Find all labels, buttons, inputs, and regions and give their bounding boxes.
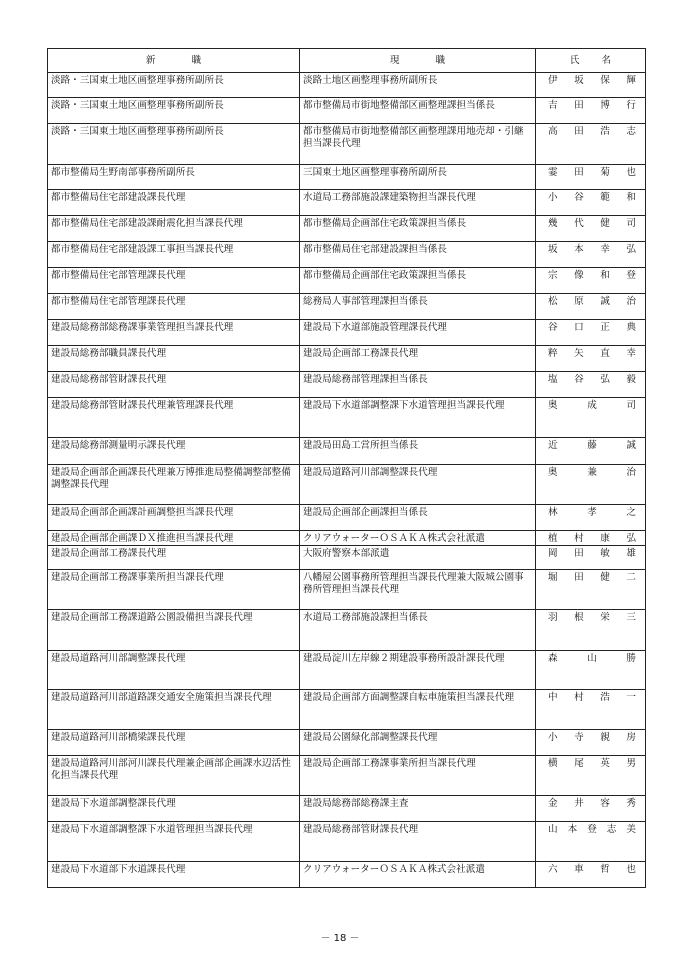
person-name: 森 山 勝	[548, 653, 636, 664]
name-cell	[536, 505, 646, 531]
person-name: 松 原 誠 治	[548, 296, 636, 307]
new-position-cell: 建設局道路河川部河川課長代理兼企画部企画課水辺活性化担当課長代理	[48, 756, 300, 796]
new-position-cell: 建設局下水道部調整課下水道管理担当課長代理	[48, 822, 300, 862]
current-position-cell: クリアウォーターＯＳＡＫＡ株式会社派遣	[300, 531, 536, 546]
new-position-cell: 都市整備局住宅部管理課長代理	[48, 268, 300, 294]
person-name: 粹 矢 直 幸	[548, 348, 636, 359]
name-cell	[536, 242, 646, 268]
table-header-row	[48, 49, 646, 73]
new-position-cell: 都市整備局生野南部事務所副所長	[48, 165, 300, 190]
name-cell	[536, 73, 646, 98]
table-row	[48, 570, 646, 610]
new-position-cell: 建設局企画部工務課事業所担当課長代理	[48, 570, 300, 610]
name-cell	[536, 98, 646, 124]
current-position-cell: 都市整備局住宅部建設課担当係長	[300, 242, 536, 268]
table-row	[48, 98, 646, 124]
person-name: 吉 田 博 行	[548, 100, 636, 111]
header-new-position: 新職	[48, 49, 300, 73]
current-position-cell: 建設局総務部管理課担当係長	[300, 372, 536, 398]
table-row	[48, 216, 646, 242]
current-position-cell: 建設局企画部工務課長代理	[300, 346, 536, 372]
new-position-cell: 建設局総務部管財課長代理	[48, 372, 300, 398]
current-position-cell: クリアウォーターＯＳＡＫＡ株式会社派遣	[300, 862, 536, 888]
current-position-cell: 三国東土地区画整理事務所副所長	[300, 165, 536, 190]
current-position-cell: 大阪府警察本部派遣	[300, 546, 536, 570]
table-row	[48, 531, 646, 546]
new-position-cell: 淡路・三国東土地区画整理事務所副所長	[48, 98, 300, 124]
person-name: 幾 代 健 司	[548, 218, 636, 229]
header-current-position: 現職	[300, 49, 536, 73]
person-name: 奥 兼 治	[548, 467, 636, 478]
new-position-cell: 建設局企画部企画課長代理兼万博推進局整備調整部整備調整課長代理	[48, 465, 300, 505]
table-row	[48, 465, 646, 505]
person-name: 林 孝 之	[548, 507, 636, 518]
person-name: 羽 根 栄 三	[548, 612, 636, 623]
current-position-cell: 水道局工務部施設課建築物担当課長代理	[300, 190, 536, 216]
person-name: 霎 田 菊 也	[548, 167, 636, 178]
table-row	[48, 124, 646, 165]
table-row	[48, 862, 646, 888]
name-cell	[536, 610, 646, 651]
new-position-cell: 建設局企画部企画課ＤＸ推進担当課長代理	[48, 531, 300, 546]
table-row	[48, 398, 646, 438]
person-name: 中 村 浩 一	[548, 692, 636, 703]
name-cell	[536, 465, 646, 505]
new-position-cell: 都市整備局住宅部建設課長代理	[48, 190, 300, 216]
new-position-cell: 建設局企画部工務課道路公園設備担当課長代理	[48, 610, 300, 651]
name-cell	[536, 165, 646, 190]
table-row	[48, 730, 646, 756]
name-cell	[536, 372, 646, 398]
current-position-cell: 建設局総務部管財課長代理	[300, 822, 536, 862]
header-name: 氏名	[536, 49, 646, 73]
name-cell	[536, 124, 646, 165]
person-name: 小 谷 範 和	[548, 192, 636, 203]
person-name: 堀 田 健 二	[548, 572, 636, 583]
table-row	[48, 822, 646, 862]
name-cell	[536, 570, 646, 610]
person-name: 六 車 哲 也	[548, 864, 636, 875]
person-name: 塩 谷 弘 毅	[548, 374, 636, 385]
page-number: － 18 －	[320, 933, 360, 944]
table-body	[48, 73, 646, 888]
person-name: 宗 像 和 登	[548, 270, 636, 281]
new-position-cell: 建設局総務部測量明示課長代理	[48, 438, 300, 465]
name-cell	[536, 796, 646, 822]
current-position-cell: 建設局企画部企画課担当係長	[300, 505, 536, 531]
table-row	[48, 796, 646, 822]
name-cell	[536, 216, 646, 242]
new-position-cell: 建設局下水道部調整課長代理	[48, 796, 300, 822]
current-position-cell: 建設局淀川左岸線２期建設事務所設計課長代理	[300, 651, 536, 690]
person-name: 横 尾 英 男	[548, 758, 636, 769]
table-row	[48, 372, 646, 398]
new-position-cell: 建設局道路河川部橋梁課長代理	[48, 730, 300, 756]
new-position-cell: 建設局道路河川部道路課交通安全施策担当課長代理	[48, 690, 300, 730]
name-cell	[536, 690, 646, 730]
person-name: 高 田 浩 志	[548, 126, 636, 137]
current-position-cell: 都市整備局企画部住宅政策課担当係長	[300, 216, 536, 242]
person-name: 伊 坂 保 輝	[548, 75, 636, 86]
table-row	[48, 756, 646, 796]
current-position-cell: 建設局企画部工務課事業所担当課長代理	[300, 756, 536, 796]
new-position-cell: 建設局総務部総務課事業管理担当課長代理	[48, 320, 300, 346]
current-position-cell: 建設局田島工営所担当係長	[300, 438, 536, 465]
name-cell	[536, 651, 646, 690]
new-position-cell: 建設局企画部企画課計画調整担当課長代理	[48, 505, 300, 531]
name-cell	[536, 862, 646, 888]
name-cell	[536, 268, 646, 294]
current-position-cell: 建設局総務部総務課主査	[300, 796, 536, 822]
current-position-cell: 建設局公園緑化部調整課長代理	[300, 730, 536, 756]
table-row	[48, 320, 646, 346]
current-position-cell: 建設局下水道部施設管理課長代理	[300, 320, 536, 346]
person-name: 小 寺 親 房	[548, 732, 636, 743]
table-row	[48, 651, 646, 690]
current-position-cell: 総務局人事部管理課担当係長	[300, 294, 536, 320]
current-position-cell: 淡路土地区画整理事務所副所長	[300, 73, 536, 98]
new-position-cell: 建設局道路河川部調整課長代理	[48, 651, 300, 690]
new-position-cell: 都市整備局住宅部管理課長代理	[48, 294, 300, 320]
new-position-cell: 淡路・三国東土地区画整理事務所副所長	[48, 124, 300, 165]
name-cell	[536, 346, 646, 372]
person-name: 山 本 登 志 美	[548, 824, 636, 835]
table-row	[48, 190, 646, 216]
person-name: 金 井 容 秀	[548, 798, 636, 809]
current-position-cell: 建設局道路河川部調整課長代理	[300, 465, 536, 505]
new-position-cell: 建設局総務部管財課長代理兼管理課長代理	[48, 398, 300, 438]
table-row	[48, 242, 646, 268]
name-cell	[536, 190, 646, 216]
current-position-cell: 建設局企画部方面調整課自転車施策担当課長代理	[300, 690, 536, 730]
person-name: 谷 口 正 典	[548, 322, 636, 333]
name-cell	[536, 398, 646, 438]
person-name: 坂 本 幸 弘	[548, 244, 636, 255]
name-cell	[536, 822, 646, 862]
table-row	[48, 546, 646, 570]
table-row	[48, 610, 646, 651]
new-position-cell: 建設局企画部工務課長代理	[48, 546, 300, 570]
current-position-cell: 都市整備局企画部住宅政策課担当係長	[300, 268, 536, 294]
table-row	[48, 294, 646, 320]
name-cell	[536, 756, 646, 796]
new-position-cell: 建設局下水道部下水道課長代理	[48, 862, 300, 888]
name-cell	[536, 730, 646, 756]
person-name: 岡 田 敏 雄	[548, 548, 636, 559]
current-position-cell: 都市整備局市街地整備部区画整理課担当係長	[300, 98, 536, 124]
table-row	[48, 438, 646, 465]
name-cell	[536, 546, 646, 570]
current-position-cell: 建設局下水道部調整課下水道管理担当課長代理	[300, 398, 536, 438]
new-position-cell: 都市整備局住宅部建設課工事担当課長代理	[48, 242, 300, 268]
table-row	[48, 505, 646, 531]
table-row	[48, 346, 646, 372]
person-name: 近 藤 誠	[548, 440, 636, 451]
name-cell	[536, 531, 646, 546]
current-position-cell: 都市整備局市街地整備部区画整理課用地売却・引継担当課長代理	[300, 124, 536, 165]
name-cell	[536, 320, 646, 346]
current-position-cell: 八幡屋公園事務所管理担当課長代理兼大阪城公園事務所管理担当課長代理	[300, 570, 536, 610]
table-row	[48, 268, 646, 294]
new-position-cell: 都市整備局住宅部建設課耐震化担当課長代理	[48, 216, 300, 242]
new-position-cell: 淡路・三国東土地区画整理事務所副所長	[48, 73, 300, 98]
new-position-cell: 建設局総務部職員課長代理	[48, 346, 300, 372]
person-name: 植 村 康 弘	[548, 533, 636, 544]
name-cell	[536, 294, 646, 320]
table-row	[48, 73, 646, 98]
current-position-cell: 水道局工務部施設課担当係長	[300, 610, 536, 651]
table-row	[48, 165, 646, 190]
name-cell	[536, 438, 646, 465]
table-row	[48, 690, 646, 730]
person-name: 奥 成 司	[548, 400, 636, 411]
personnel-table	[47, 48, 646, 888]
